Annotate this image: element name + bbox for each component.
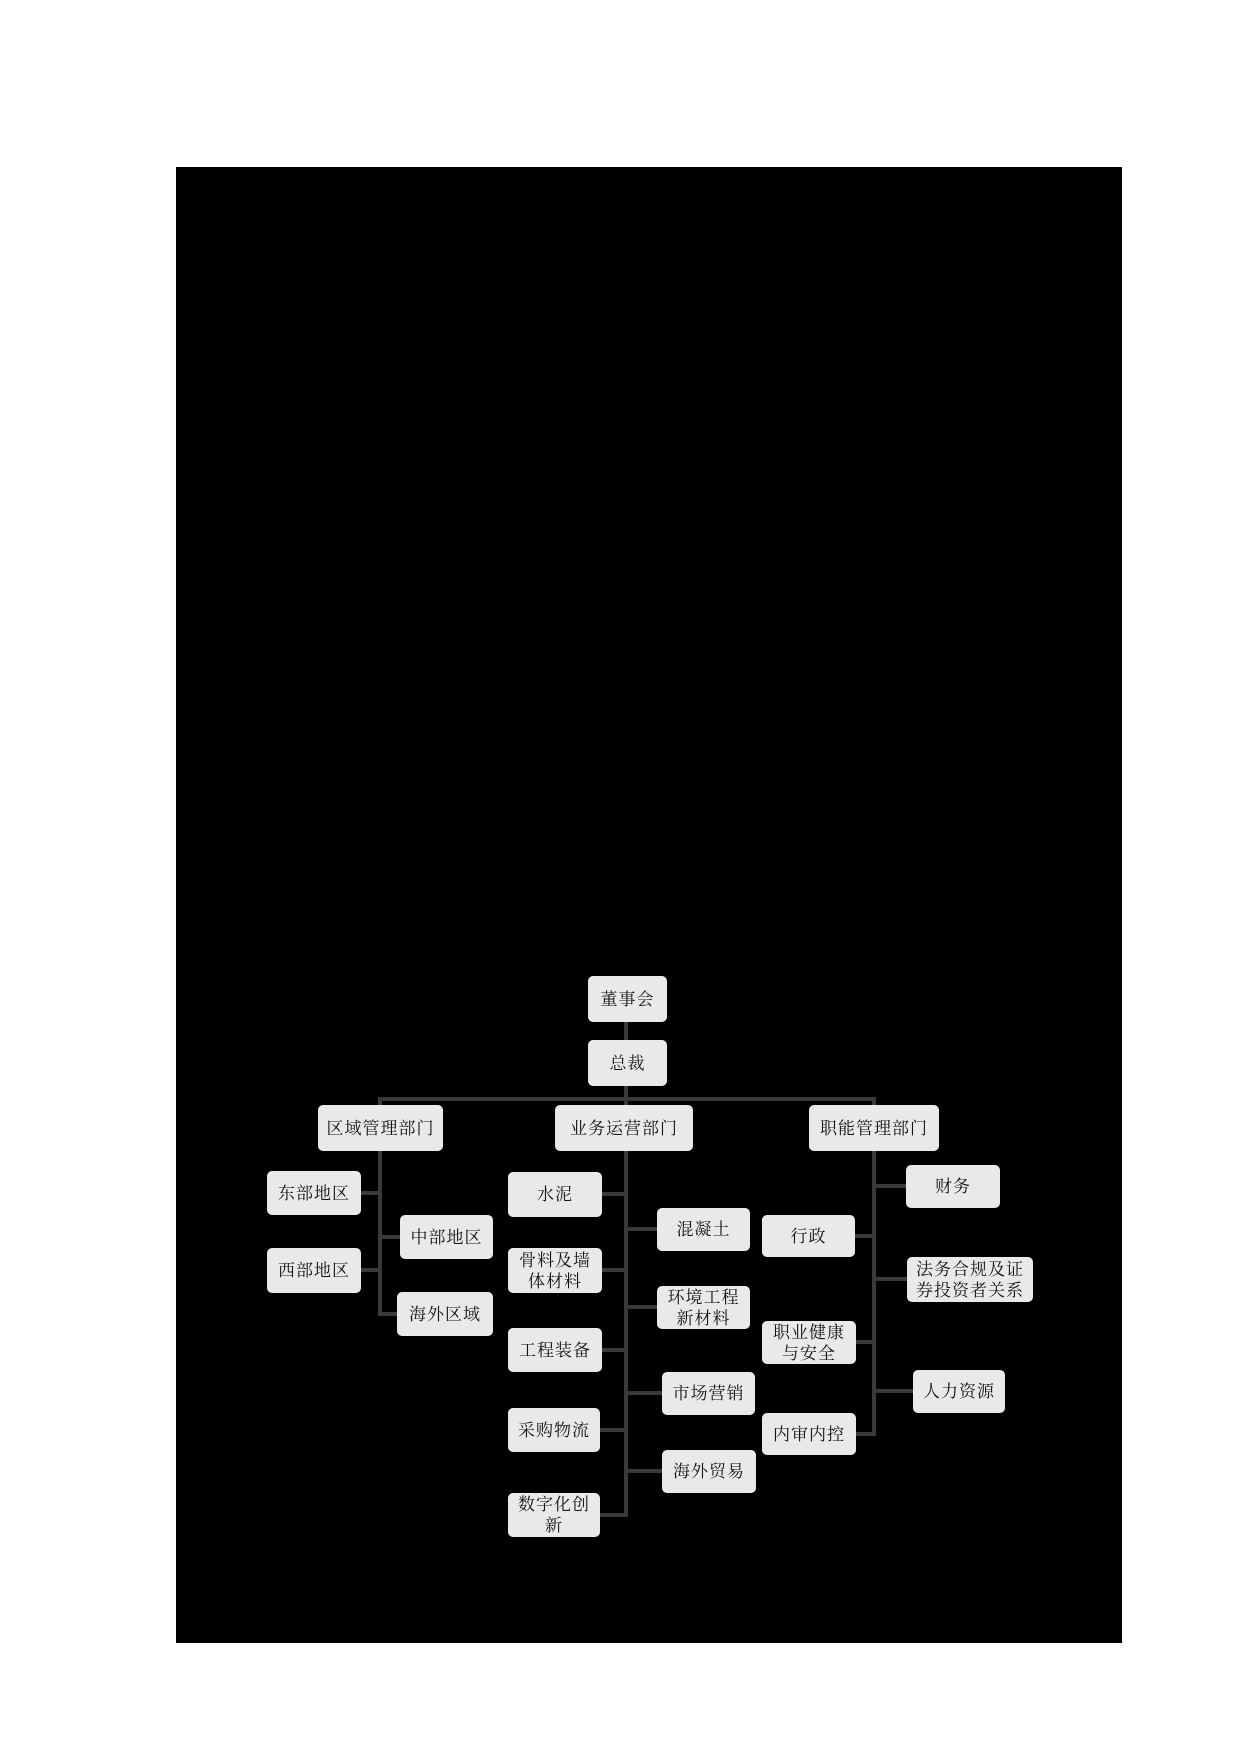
connector-stub-admin: [855, 1234, 872, 1238]
org-node-functional: 职能管理部门: [809, 1105, 939, 1151]
connector-stub-legal: [876, 1277, 907, 1281]
org-node-board: 董事会: [588, 976, 667, 1022]
org-node-cement: 水泥: [508, 1172, 602, 1217]
connector-distribution-line: [378, 1097, 876, 1101]
org-node-regional: 区域管理部门: [318, 1105, 443, 1151]
org-node-procurement: 采购物流: [508, 1408, 600, 1452]
connector-stub-ohs: [856, 1340, 872, 1344]
org-node-business: 业务运营部门: [555, 1105, 693, 1151]
connector-stub-audit: [856, 1432, 872, 1436]
connector-business-trunk: [624, 1151, 628, 1517]
connector-stub-procurement: [600, 1428, 624, 1432]
org-node-digital: 数字化创新: [508, 1493, 600, 1537]
org-node-aggregates: 骨料及墙体材料: [508, 1248, 602, 1293]
connector-stub-finance: [876, 1184, 906, 1188]
org-node-concrete: 混凝土: [657, 1208, 750, 1251]
connector-stub-functional: [872, 1097, 876, 1105]
org-node-ohs: 职业健康与安全: [762, 1321, 856, 1364]
org-node-audit: 内审内控: [762, 1413, 856, 1455]
connector-stub-marketing: [628, 1391, 662, 1395]
connector-stub-digital: [600, 1513, 624, 1517]
connector-stub-hr: [876, 1389, 913, 1393]
connector-stub-overseas-region: [382, 1312, 397, 1316]
connector-functional-trunk: [872, 1151, 876, 1436]
org-node-marketing: 市场营销: [662, 1372, 755, 1415]
org-node-finance: 财务: [906, 1165, 1000, 1208]
connector-stub-east: [361, 1191, 378, 1195]
connector-stub-overseas-trade: [628, 1469, 662, 1473]
org-node-west: 西部地区: [267, 1248, 361, 1293]
connector-stub-west: [361, 1268, 378, 1272]
org-node-overseas-region: 海外区域: [397, 1292, 493, 1336]
connector-stub-cement: [602, 1192, 624, 1196]
org-node-hr: 人力资源: [913, 1370, 1005, 1413]
connector-president-down: [624, 1086, 628, 1105]
connector-stub-regional: [378, 1097, 382, 1105]
connector-regional-trunk: [378, 1151, 382, 1316]
org-node-east: 东部地区: [267, 1171, 361, 1215]
org-node-admin: 行政: [762, 1215, 855, 1257]
org-node-central: 中部地区: [400, 1215, 493, 1259]
org-node-equipment: 工程装备: [508, 1328, 602, 1372]
connector-stub-env-materials: [628, 1305, 657, 1309]
connector-stub-central: [382, 1235, 400, 1239]
org-chart-canvas: [176, 167, 1122, 1643]
connector-stub-concrete: [628, 1227, 657, 1231]
connector-stub-equipment: [602, 1348, 624, 1352]
org-node-env-materials: 环境工程新材料: [657, 1286, 750, 1329]
org-node-overseas-trade: 海外贸易: [662, 1450, 756, 1493]
connector-stub-aggregates: [602, 1268, 624, 1272]
org-node-president: 总裁: [588, 1040, 667, 1086]
connector-board-president: [624, 1022, 628, 1040]
org-node-legal: 法务合规及证券投资者关系: [907, 1257, 1033, 1302]
